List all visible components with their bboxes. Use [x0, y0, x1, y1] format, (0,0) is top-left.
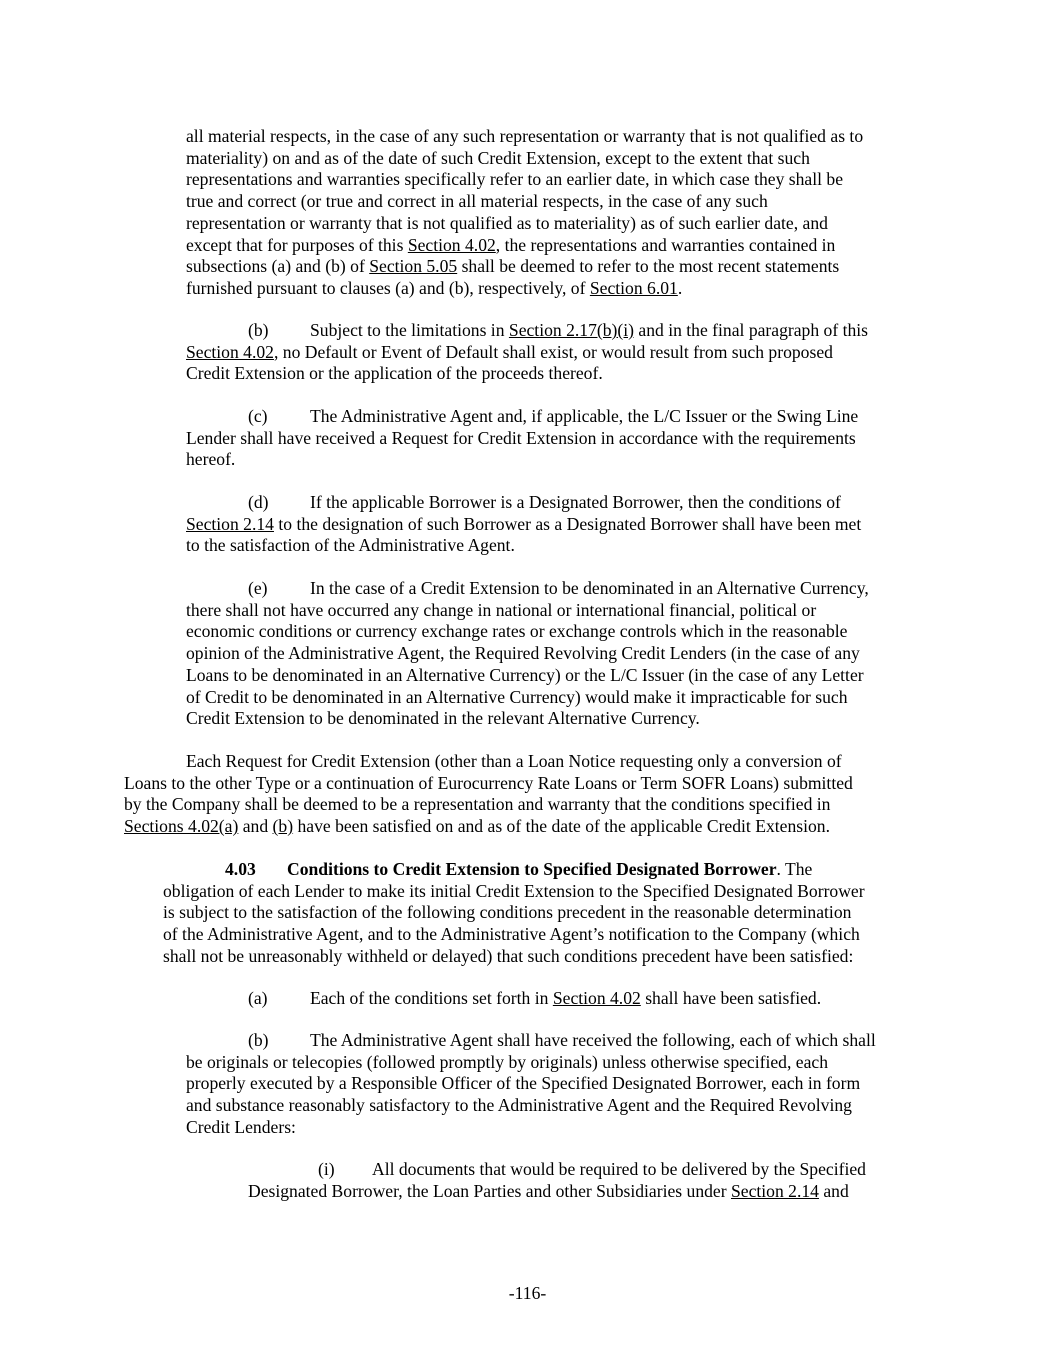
- text-line: and substance reasonably satisfactory to the Administrative Agent and the Required Revolving: [186, 1095, 852, 1116]
- text-line: true and correct (or true and correct in all material respects, in the case of any such: [186, 191, 768, 212]
- text-line: Lender shall have received a Request for Credit Extension in accordance with the requirements: [186, 427, 856, 448]
- section-link[interactable]: Section 2.17(b)(i): [508, 320, 634, 340]
- section-link[interactable]: Section 4.02: [407, 234, 496, 255]
- section-link[interactable]: (b): [272, 816, 294, 837]
- clause-label: (a): [248, 988, 268, 1008]
- text-run: have been satisfied on and as of the date of the applicable Credit Extension.: [293, 816, 830, 837]
- text-line: [163, 859, 865, 881]
- clause-label: (i): [318, 1159, 335, 1179]
- text-run: and in the final paragraph of this: [634, 320, 869, 340]
- paragraph-c: [186, 406, 858, 471]
- text-line: [186, 320, 868, 342]
- section-link[interactable]: Section 2.14: [186, 513, 274, 534]
- text-line: is subject to the satisfaction of the following conditions precedent in the reasonable determination: [163, 902, 852, 923]
- text-line: [186, 578, 869, 600]
- text-run: except that for purposes of this: [186, 234, 408, 255]
- text-line: [186, 342, 868, 364]
- text-line: obligation of each Lender to make its initial Credit Extension to the Specified Designated Borrower: [163, 880, 865, 901]
- text-run: .: [677, 277, 683, 298]
- paragraph-403-a: [186, 988, 821, 1010]
- text-line: opinion of the Administrative Agent, the Required Revolving Credit Lenders (in the case of any: [186, 643, 860, 664]
- text-line: of the Administrative Agent, and to the Administrative Agent’s notification to the Company (which: [163, 924, 860, 945]
- text-line: representation or warranty that is not qualified as to materiality) as of such earlier date, and: [186, 212, 828, 233]
- text-line: [186, 278, 863, 300]
- text-run: Each of the conditions set forth in: [310, 988, 553, 1008]
- text-line: by the Company shall be deemed to be a representation and warranty that the conditions specified in: [124, 794, 831, 815]
- text-run: All documents that would be required to be delivered by the Specified: [372, 1159, 866, 1179]
- text-run: shall have been satisfied.: [640, 988, 822, 1008]
- section-link[interactable]: Section 4.02: [186, 341, 274, 362]
- text-line: all material respects, in the case of any such representation or warranty that is not qualified as to: [186, 126, 864, 146]
- text-run: In the case of a Credit Extension to be denominated in an Alternative Currency,: [310, 578, 869, 598]
- paragraph-each-request: [124, 751, 853, 838]
- clause-label: (e): [248, 578, 268, 598]
- section-link[interactable]: Section 5.05: [369, 256, 458, 277]
- text-line: [186, 406, 858, 428]
- text-line: [186, 1030, 876, 1052]
- text-line: hereof.: [186, 449, 236, 470]
- clause-label: (c): [248, 406, 268, 426]
- text-line: to the satisfaction of the Administrative Agent.: [186, 535, 515, 556]
- text-run: The Administrative Agent shall have received the following, each of which shall: [310, 1030, 876, 1050]
- text-line: materiality) on and as of the date of such Credit Extension, except to the extent that such: [186, 147, 810, 168]
- text-line: [186, 492, 861, 514]
- text-run: . The: [776, 859, 813, 879]
- text-line: [186, 235, 863, 257]
- text-run: and: [818, 1180, 849, 1201]
- text-line: [124, 816, 853, 838]
- text-line: Credit Extension to be denominated in the relevant Alternative Currency.: [186, 708, 700, 729]
- clause-label: (d): [248, 492, 269, 512]
- text-run: , no Default or Event of Default shall exist, or would result from such proposed: [273, 341, 833, 362]
- paragraph-403-b: [186, 1030, 876, 1139]
- text-run: and: [238, 816, 273, 837]
- text-run: Each Request for Credit Extension (other than a Loan Notice requesting only a conversion of: [186, 751, 842, 771]
- text-line: [186, 514, 861, 536]
- text-line: [248, 1159, 866, 1181]
- paragraph-403-b-i: [248, 1159, 866, 1202]
- clause-label: (b): [248, 320, 269, 340]
- paragraph-d: [186, 492, 861, 557]
- text-run: Designated Borrower, the Loan Parties and other Subsidiaries under: [248, 1180, 731, 1201]
- section-link[interactable]: Section 4.02: [552, 988, 641, 1008]
- text-line: Credit Extension or the application of the proceeds thereof.: [186, 363, 603, 384]
- text-line: representations and warranties specifically refer to an earlier date, in which case they shall be: [186, 169, 844, 190]
- text-run: furnished pursuant to clauses (a) and (b), respectively, of: [186, 277, 590, 298]
- text-run: to the designation of such Borrower as a Designated Borrower shall have been met: [273, 513, 862, 534]
- text-line: be originals or telecopies (followed promptly by originals) unless otherwise specified, each: [186, 1051, 828, 1072]
- section-heading: Conditions to Credit Extension to Specified Designated Borrower: [287, 859, 777, 879]
- text-line: Credit Lenders:: [186, 1116, 296, 1137]
- section-link[interactable]: Sections 4.02(a): [124, 816, 239, 837]
- text-line: [186, 256, 863, 278]
- paragraph-intro: [186, 126, 863, 300]
- section-link[interactable]: Section 6.01: [589, 277, 678, 298]
- page-number: -116-: [508, 1283, 547, 1303]
- paragraph-e: [186, 578, 869, 730]
- text-line: economic conditions or currency exchange rates or exchange controls which in the reasonable: [186, 621, 848, 642]
- text-line: [248, 1181, 866, 1203]
- text-line: properly executed by a Responsible Officer of the Specified Designated Borrower, each in form: [186, 1073, 861, 1094]
- section-4-03: [163, 859, 865, 968]
- text-run: , the representations and warranties contained in: [495, 234, 836, 255]
- section-number: 4.03: [225, 859, 256, 879]
- text-line: shall not be unreasonably withheld or delayed) that such conditions precedent have been satisfied:: [163, 945, 854, 966]
- text-line: Loans to the other Type or a continuation of Eurocurrency Rate Loans or Term SOFR Loans) submitted: [124, 772, 853, 793]
- text-run: The Administrative Agent and, if applicable, the L/C Issuer or the Swing Line: [310, 406, 859, 426]
- text-run: If the applicable Borrower is a Designated Borrower, then the conditions of: [310, 492, 841, 512]
- text-run: shall be deemed to refer to the most recent statements: [457, 256, 840, 277]
- text-line: there shall not have occurred any change in national or international financial, political or: [186, 599, 817, 620]
- text-line: Loans to be denominated in an Alternative Currency) or the L/C Issuer (in the case of any Letter: [186, 664, 864, 685]
- text-run: subsections (a) and (b) of: [186, 256, 370, 277]
- text-run: Subject to the limitations in: [310, 320, 509, 340]
- text-line: of Credit to be denominated in an Alternative Currency) would make it impracticable for such: [186, 686, 848, 707]
- clause-label: (b): [248, 1030, 269, 1050]
- text-line: [124, 751, 853, 773]
- text-line: [186, 988, 821, 1010]
- paragraph-b: [186, 320, 868, 385]
- section-link[interactable]: Section 2.14: [731, 1180, 819, 1201]
